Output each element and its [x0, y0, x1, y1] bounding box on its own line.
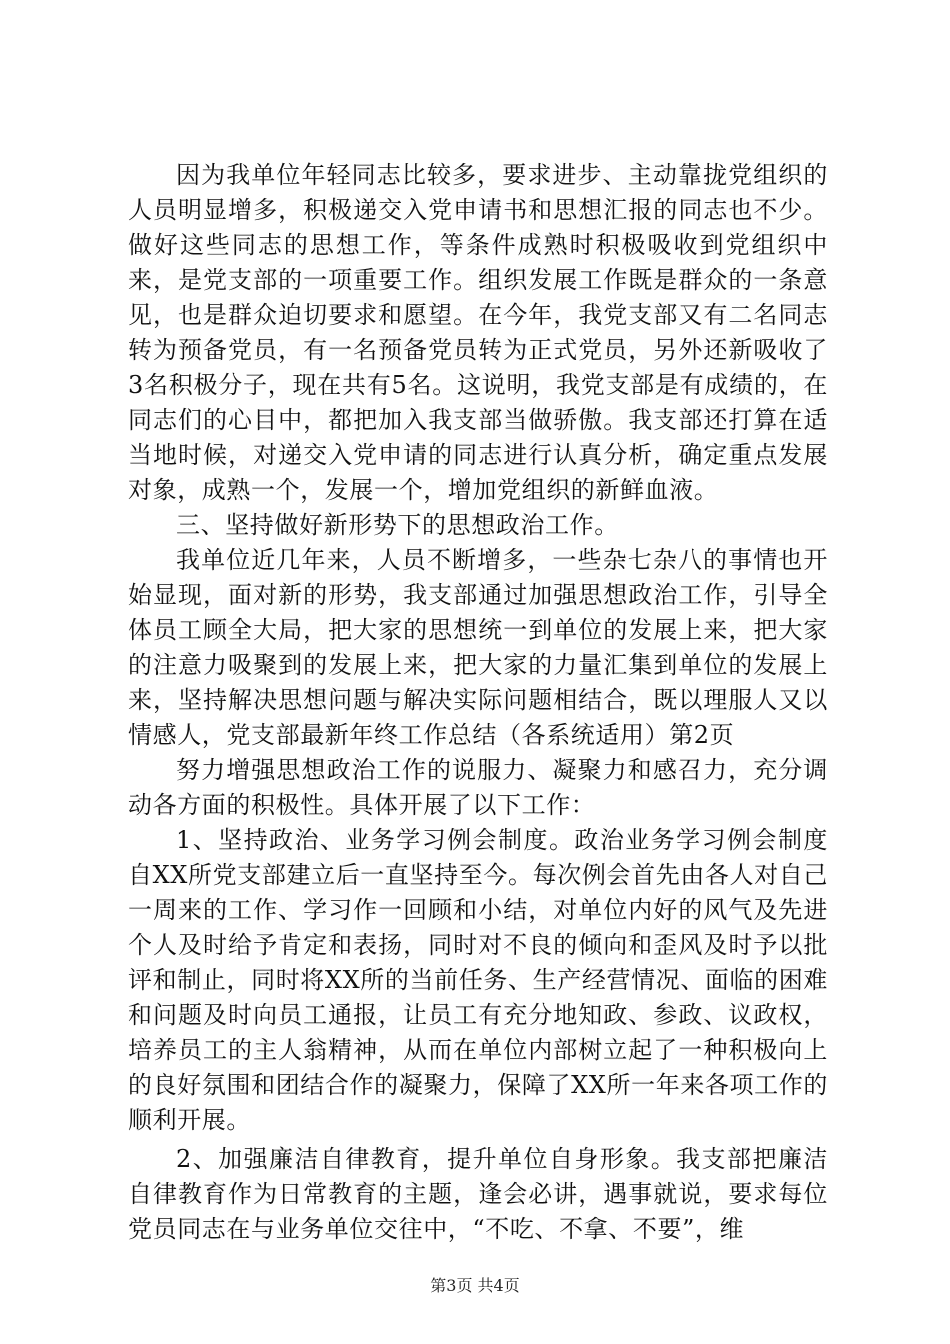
section-heading-ideological-work: 三、坚持做好新形势下的思想政治工作。 [176, 511, 619, 539]
paragraph-new-situation: 我单位近几年来，人员不断增多，一些杂七杂八的事情也开始显现，面对新的形势，我支部通过加强思想政治工作，引导全体员工顾全大局，把大家的思想统一到单位的发展上来，把大家的注意力吸聚到的发展上来，把大家的力量汇集到单位的发展上来，坚持解决思想问题与解决实际问题相结合，既以理服人又以情感人，党支部最新年终工作总结（各系统适用）第2页 [128, 546, 828, 749]
document-body [128, 158, 828, 1247]
page-footer: 第3页 共4页 [430, 1276, 520, 1295]
paragraph-study-meetings: 1、坚持政治、业务学习例会制度。政治业务学习例会制度自XX所党支部建立后一直坚持至今。每次例会首先由各人对自己一周来的工作、学习作一回顾和小结，对单位内好的风气及先进个人及时给予肯定和表扬，同时对不良的倾向和歪风及时予以批评和制止，同时将XX所的当前任务、生产经营情况、面临的困难和问题及时向员工通报，让员工有充分地知政、参政、议政权，培养员工的主人翁精神，从而在单位内部树立起了一种积极向上的良好氛围和团结合作的凝聚力，保障了XX所一年来各项工作的顺利开展。 [128, 826, 828, 1134]
paragraph-party-development: 因为我单位年轻同志比较多，要求进步、主动靠拢党组织的人员明显增多，积极递交入党申请书和思想汇报的同志也不少。做好这些同志的思想工作，等条件成熟时积极吸收到党组织中来，是党支部的一项重要工作。组织发展工作既是群众的一条意见，也是群众迫切要求和愿望。在今年，我党支部又有二名同志转为预备党员，有一名预备党员转为正式党员，另外还新吸收了3名积极分子，现在共有5名。这说明，我党支部是有成绩的，在同志们的心目中，都把加入我支部当做骄傲。我支部还打算在适当地时候，对递交入党申请的同志进行认真分析，确定重点发展对象，成熟一个，发展一个，增加党组织的新鲜血液。 [128, 161, 828, 504]
paragraph-strengthen-persuasion: 努力增强思想政治工作的说服力、凝聚力和感召力，充分调动各方面的积极性。具体开展了以下工作： [128, 756, 828, 819]
paragraph-integrity-education: 2、加强廉洁自律教育，提升单位自身形象。我支部把廉洁自律教育作为日常教育的主题，逢会必讲，遇事就说，要求每位党员同志在与业务单位交往中，“不吃、不拿、不要”，维 [128, 1145, 828, 1243]
